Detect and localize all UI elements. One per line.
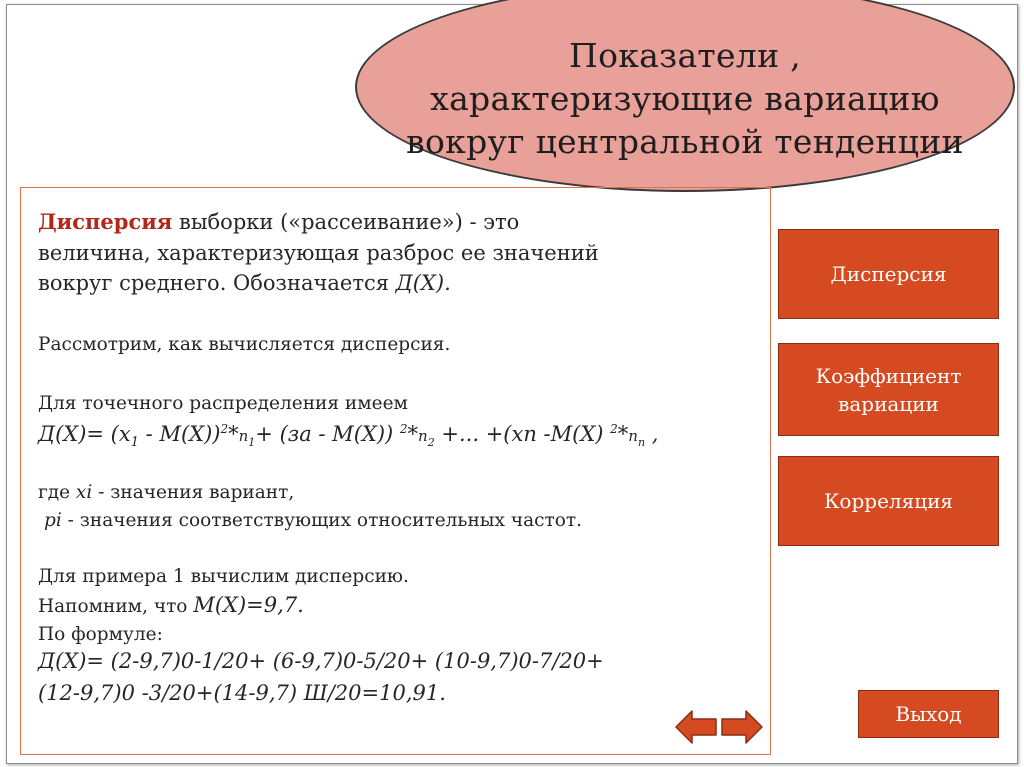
dispersion-formula: $Д(Х)= (х_1 - М(Х))^2*n_1+ (за - М(Х))$ $^2*n_2$ +... +(хn -М(Х) $^2*n_n$ ,: [38, 422, 659, 451]
reminder-line: Напомним, что М(Х)=9,7.: [38, 593, 304, 617]
calculation-line-1: Д(Х)= (2-9,7)0-1/20+ (6-9,7)0-5/20+ (10-9,7)0-7/20+: [38, 649, 604, 673]
by-formula-line: По формуле:: [38, 624, 163, 645]
example-line: Для примера 1 вычислим дисперсию.: [38, 566, 409, 587]
point-distribution-line: Для точечного распределения имеем: [38, 393, 408, 414]
slide-title: Показатели , характеризующие вариацию вокруг центральной тенденции: [406, 35, 964, 161]
variation-coefficient-button[interactable]: Коэффициент вариации: [778, 343, 999, 436]
correlation-button[interactable]: Корреляция: [778, 456, 999, 546]
calculation-line-2: (12-9,7)0 -3/20+(14-9,7) Ш/20=10,91.: [38, 681, 446, 705]
dispersion-button[interactable]: Дисперсия: [778, 229, 999, 319]
intro-line: Рассмотрим, как вычисляется дисперсия.: [38, 334, 451, 355]
exit-button[interactable]: Выход: [858, 690, 999, 738]
arrow-right-icon[interactable]: [720, 709, 764, 745]
definition-line-2: величина, характеризующая разброс ее значений: [38, 241, 599, 265]
variant-values-line: где хi - значения вариант,: [38, 482, 295, 503]
definition-text: выборки («рассеивание») - это: [172, 210, 520, 234]
definition-text-3: вокруг среднего. Обозначается: [38, 271, 396, 295]
frequency-values-line: pi - значения соответствующих относительных частот.: [44, 510, 582, 531]
term-dispersion: Дисперсия: [38, 209, 173, 234]
dispersion-symbol: Д(Х).: [395, 271, 451, 295]
arrow-left-icon[interactable]: [674, 709, 718, 745]
definition-line-3: [38, 270, 451, 297]
definition-line-1: [38, 208, 519, 236]
